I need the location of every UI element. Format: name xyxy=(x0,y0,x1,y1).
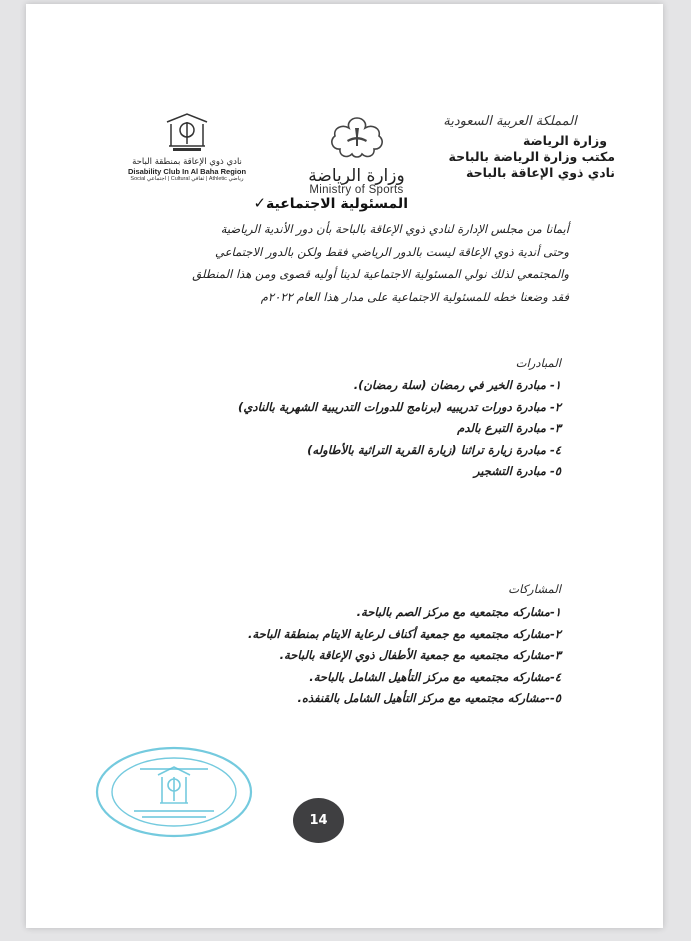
club-arabic-name: نادي ذوي الإعاقة بمنطقة الباحة xyxy=(132,157,242,167)
document-page xyxy=(26,4,663,928)
partnerships-list xyxy=(121,602,561,710)
club-line: نادي ذوي الإعاقة بالباحة xyxy=(465,165,615,180)
ministry-emblem-icon xyxy=(325,114,389,160)
intro-line: أيمانا من مجلس الإدارة لنادي ذوي الإعاقة بالباحة بأن دور الأندية الرياضية xyxy=(220,222,569,236)
section-title xyxy=(247,194,408,212)
club-logo xyxy=(112,112,262,182)
intro-line: فقد وضعنا خطه للمسئولية الاجتماعية على مدار هذا العام ٢٠٢٢م xyxy=(260,289,569,304)
initiatives-label: المبادرات xyxy=(515,356,561,370)
title-text: المسئولية الاجتماعية xyxy=(266,196,408,212)
list-item: ٥- مبادرة التشجير xyxy=(473,464,561,478)
club-tagline: Social اجتماعي | Cultural ثقافي | Athletic رياضي xyxy=(130,176,244,182)
ministry-arabic-name: وزارة الرياضة xyxy=(308,166,405,186)
club-emblem-icon xyxy=(159,112,215,152)
letterhead-right xyxy=(425,114,615,180)
list-item: ٥--مشاركه مجتمعيه مع مركز التأهيل الشامل بالقنفذه. xyxy=(297,691,561,705)
official-stamp-icon xyxy=(94,745,254,839)
intro-paragraph xyxy=(129,218,569,308)
list-item: ٢-مشاركه مجتمعيه مع جمعية أكناف لرعاية الايتام بمنطقة الباحة. xyxy=(248,626,561,641)
list-item: ٤-مشاركه مجتمعيه مع مركز التأهيل الشامل بالباحة. xyxy=(309,669,561,684)
partnerships-label: المشاركات xyxy=(508,582,561,596)
ministry-english-name: Ministry of Sports xyxy=(309,184,404,196)
ministry-logo xyxy=(284,114,429,196)
list-item: ٢- مبادرة دورات تدريبيه (برنامج للدورات التدريبية الشهرية بالنادي) xyxy=(238,399,561,414)
list-item: ٤- مبادرة زيارة تراثنا (زيارة القرية التراثية بالأطاوله) xyxy=(307,442,561,457)
intro-line: وحتى أندية ذوي الإعاقة ليست بالدور الرياضي فقط ولكن بالدور الاجتماعي xyxy=(214,244,569,259)
list-item: ١-مشاركه مجتمعيه مع مركز الصم بالباحة. xyxy=(356,605,561,619)
initiatives-list xyxy=(121,375,561,483)
ministry-line: وزارة الرياضة xyxy=(523,133,607,148)
list-item: ٣-مشاركه مجتمعيه مع جمعية الأطفال ذوي الإعاقة بالباحة. xyxy=(279,648,561,662)
club-english-name: Disability Club In Al Baha Region xyxy=(127,167,247,176)
list-item: ٣- مبادرة التبرع بالدم xyxy=(457,421,561,435)
list-item: ١- مبادرة الخير في رمضان (سلة رمضان). xyxy=(353,378,561,392)
intro-line: والمجتمعي لذلك نولي المسئولية الاجتماعية لدينا أوليه قصوى ومن هذا المنطلق xyxy=(192,267,569,281)
page-number-badge: 14 xyxy=(293,798,344,843)
kingdom-calligraphy: المملكة العربية السعودية xyxy=(443,114,577,129)
office-line: مكتب وزارة الرياضة بالباحة xyxy=(448,149,615,164)
checkmark-icon: ✓ xyxy=(253,194,267,212)
